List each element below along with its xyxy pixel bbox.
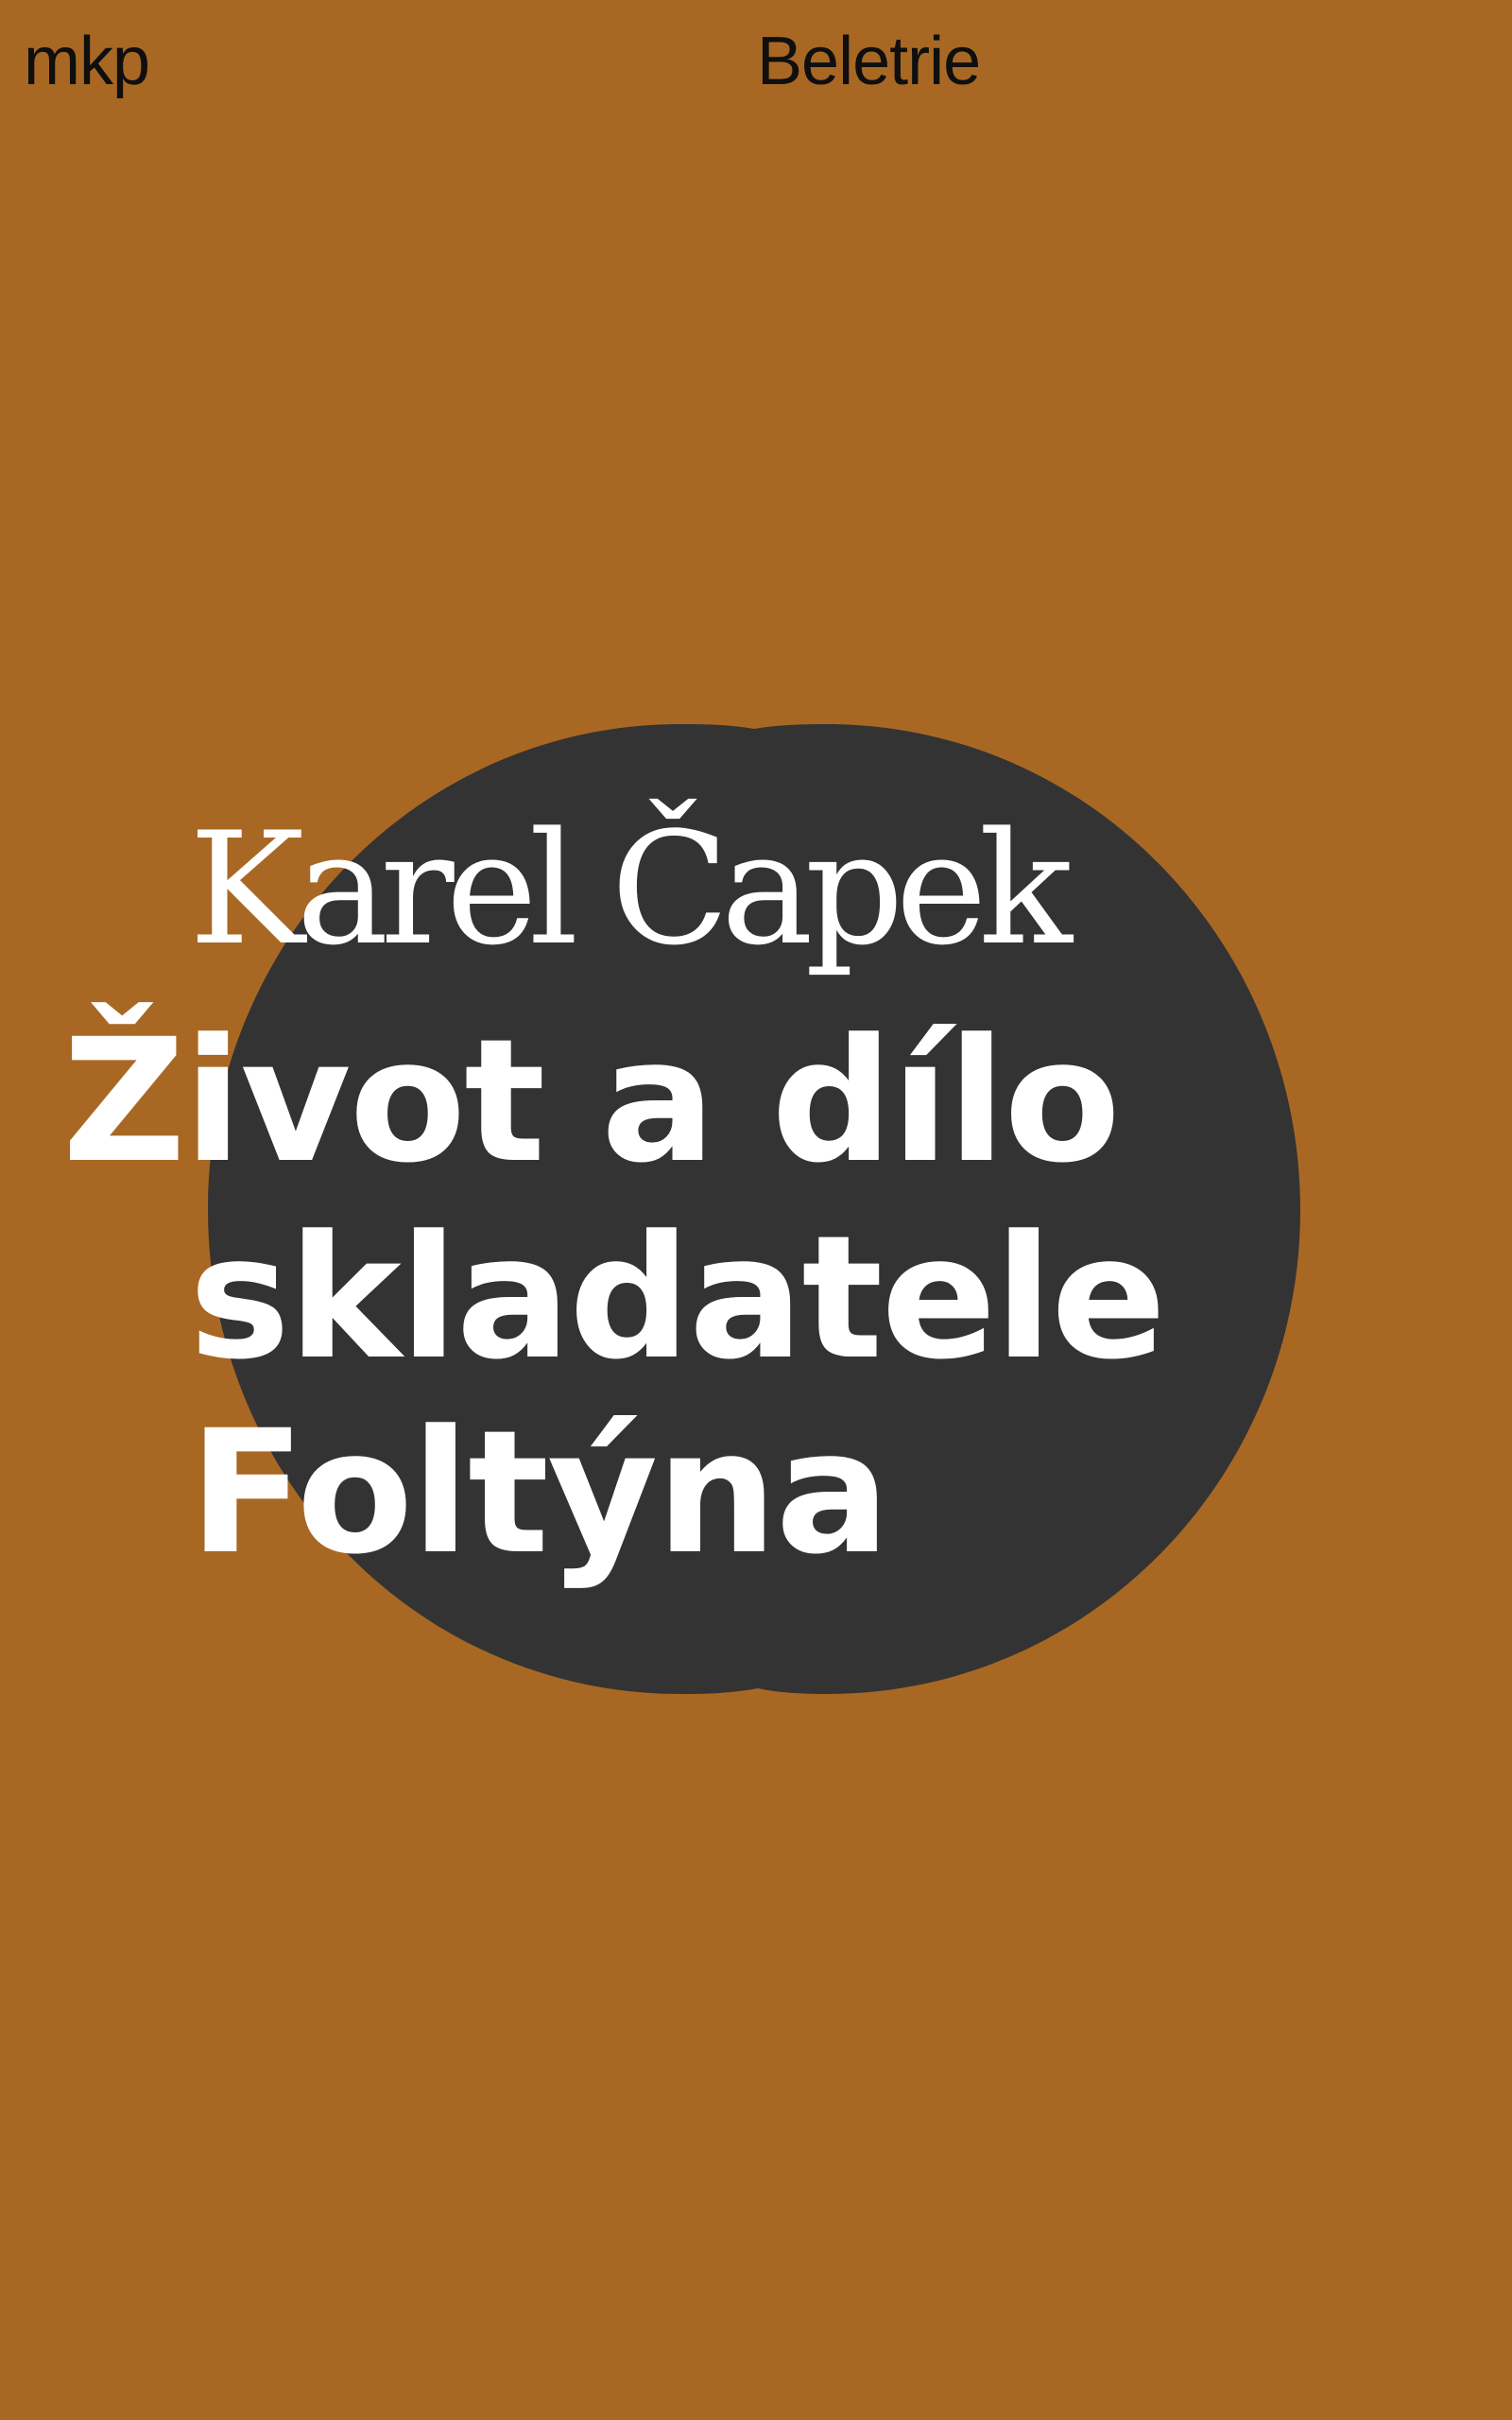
- title-line-3: Foltýna: [189, 1394, 889, 1592]
- author-name: Karel Čapek: [189, 799, 1064, 979]
- publisher-logo: mkp: [24, 24, 150, 99]
- category-label: Beletrie: [757, 24, 981, 99]
- title-line-2: skladatele: [189, 1200, 1165, 1397]
- title-line-1: Život a dílo: [62, 1003, 1119, 1201]
